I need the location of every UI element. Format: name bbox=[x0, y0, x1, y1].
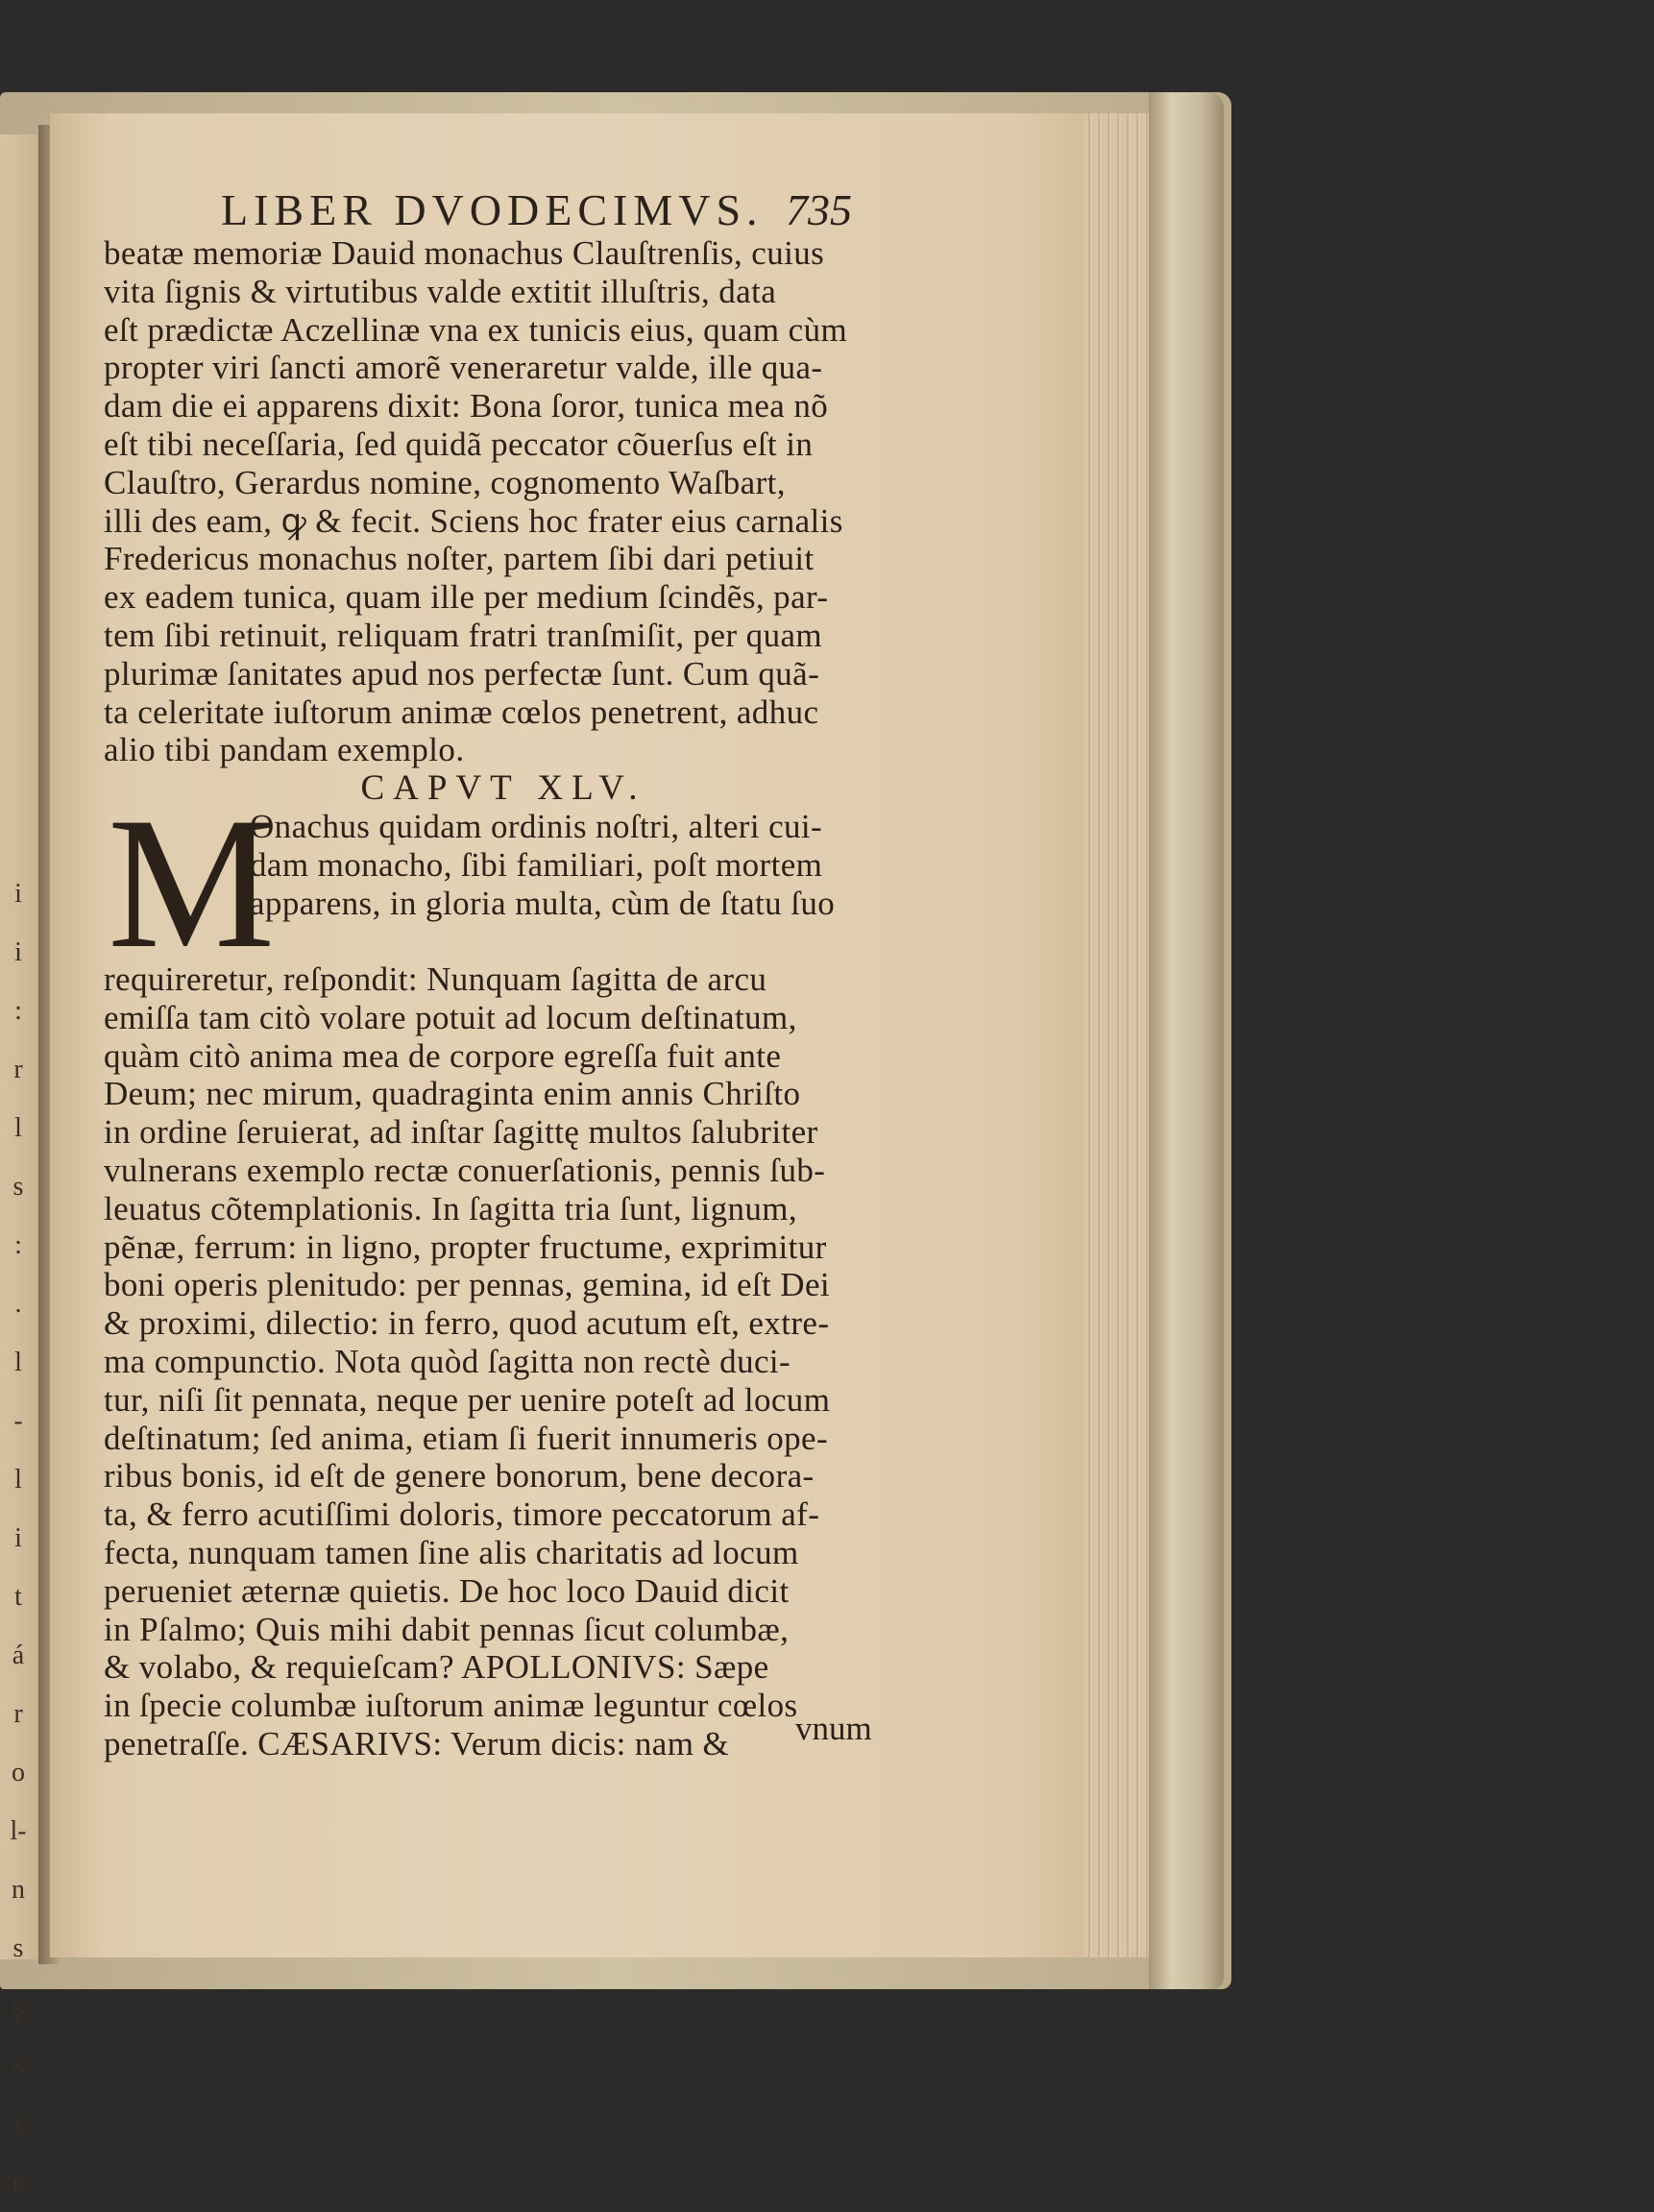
text-line: ta celeritate iuſtorum animæ cœlos penetrent, adhuc bbox=[104, 693, 819, 731]
text-line: beatæ memoriæ Dauid monachus Clauſtrenſis, cuius bbox=[104, 234, 825, 272]
text-line: in ſpecie columbæ iuſtorum animæ leguntur cœlos bbox=[104, 1687, 798, 1725]
text-line: ribus bonis, id eſt de genere bonorum, bene decora- bbox=[104, 1457, 815, 1495]
text-line: ma compunctio. Nota quòd ſagitta non rectè duci- bbox=[104, 1342, 791, 1380]
text-line: & proximi, dilectio: in ferro, quod acutum eſt, extre- bbox=[104, 1304, 830, 1343]
text-line: Onachus quidam ordinis noſtri, alteri cui- bbox=[250, 807, 823, 845]
text-line: leuatus cõtemplationis. In ſagitta tria ſunt, lignum, bbox=[104, 1189, 798, 1228]
text-block bbox=[104, 234, 903, 1763]
left-page-fragment: i bbox=[14, 937, 22, 967]
left-page-fragment: l bbox=[14, 1465, 22, 1495]
catchword: vnum bbox=[795, 1710, 872, 1747]
left-page-fragment: t bbox=[14, 1582, 22, 1612]
left-page-fragment: t bbox=[14, 2109, 22, 2139]
running-head: LIBER DVODECIMVS. bbox=[221, 185, 764, 234]
chapter-heading: CAPVT XLV. bbox=[360, 768, 646, 809]
text-line: penetraſſe. CÆSARIVS: Verum dicis: nam & bbox=[104, 1724, 730, 1762]
left-page-fragment: i bbox=[14, 1523, 22, 1553]
cover-fore-edge bbox=[1149, 92, 1224, 1989]
text-line: illi des eam, ꝙ & fecit. Sciens hoc frater eius carnalis bbox=[104, 501, 843, 540]
drop-cap-lines bbox=[250, 808, 903, 922]
left-page-fragment: o bbox=[12, 1758, 25, 1787]
left-page-fragment: s bbox=[12, 1172, 24, 1202]
left-page-fragment: n bbox=[12, 1875, 25, 1905]
text-line: fecta, nunquam tamen ſine alis charitatis ad locum bbox=[104, 1533, 799, 1571]
text-line: eſt prædictæ Aczellinæ vna ex tunicis eius, quam cùm bbox=[104, 310, 848, 349]
text-line: in ordine ſeruierat, ad inſtar ſagittę multos ſalubriter bbox=[104, 1113, 818, 1152]
left-page-fragment: : bbox=[14, 1230, 22, 1260]
text-line: eſt tibi neceſſaria, ſed quidã peccator cõuerſus eſt in bbox=[104, 425, 814, 463]
text-line: propter viri ſancti amorẽ veneraretur valde, ille qua- bbox=[104, 349, 823, 387]
text-line: Clauſtro, Gerardus nomine, cognomento Waſbart, bbox=[104, 463, 786, 501]
text-line: dam die ei apparens dixit: Bona ſoror, tunica mea nõ bbox=[104, 387, 829, 425]
left-page-fragment: l bbox=[14, 1348, 22, 1377]
left-page-fragment: s bbox=[12, 1933, 24, 1963]
text-line: quàm citò anima mea de corpore egreſſa fuit ante bbox=[104, 1036, 782, 1075]
text-line: apparens, in gloria multa, cùm de ſtatu ſuo bbox=[250, 884, 836, 922]
left-page-fragment: i bbox=[14, 879, 22, 909]
left-page-fragment: r bbox=[13, 1699, 23, 1729]
text-line: vulnerans exemplo rectæ conuerſationis, pennis ſub- bbox=[104, 1151, 826, 1189]
text-line: Deum; nec mirum, quadraginta enim annis Chriſto bbox=[104, 1075, 801, 1113]
text-line: tur, niſi ſit pennata, neque per uenire poteſt ad locum bbox=[104, 1380, 831, 1419]
left-page-fragment-list bbox=[4, 864, 33, 2212]
text-line: & volabo, & requieſcam? APOLLONIVS: Sæpe bbox=[104, 1648, 769, 1687]
text-line: ex eadem tunica, quam ille per medium ſcindẽs, par- bbox=[104, 578, 829, 617]
left-page-fragment: : bbox=[14, 996, 22, 1026]
text-line: plurimæ ſanitates apud nos perfectæ ſunt. Cum quã- bbox=[104, 654, 820, 693]
text-line: pẽnæ, ferrum: in ligno, propter fructume, exprimitur bbox=[104, 1228, 827, 1266]
text-line: dam monacho, ſibi familiari, poſt mortem bbox=[250, 845, 823, 884]
text-line: emiſſa tam citò volare potuit ad locum deſtinatum, bbox=[104, 998, 797, 1036]
left-page-fragment: - bbox=[13, 1406, 23, 1436]
left-page-fragment: . bbox=[14, 1289, 22, 1319]
left-page-fragment: l- bbox=[10, 1816, 27, 1846]
text-line: tem ſibi retinuit, reliquam fratri tranſmiſit, per quam bbox=[104, 616, 823, 654]
text-line: alio tibi pandam exemplo. bbox=[104, 731, 465, 769]
text-line: vita ſignis & virtutibus valde extitit illuſtris, data bbox=[104, 272, 777, 310]
text-line: deſtinatum; ſed anima, etiam ſi fuerit innumeris ope- bbox=[104, 1419, 829, 1457]
text-line: ta, & ferro acutiſſimi doloris, timore peccatorum af- bbox=[104, 1495, 820, 1534]
drop-cap: M bbox=[108, 778, 276, 987]
text-line: perueniet æternæ quietis. De hoc loco Dauid dicit bbox=[104, 1571, 790, 1610]
page-number: 735 bbox=[786, 185, 852, 234]
left-page-fragment: ş bbox=[12, 1992, 24, 2022]
page-edges bbox=[1083, 113, 1153, 1957]
text-line: requireretur, reſpondit: Nunquam ſagitta de arcu bbox=[104, 960, 767, 998]
text-line: in Pſalmo; Quis mihi dabit pennas ſicut columbæ, bbox=[104, 1610, 790, 1648]
left-page-fragment: á bbox=[12, 1641, 25, 1670]
text-line: Fredericus monachus noſter, partem ſibi dari petiuit bbox=[104, 540, 815, 578]
left-page-fragment: e bbox=[12, 2168, 25, 2198]
left-page-fragment: r bbox=[13, 1055, 23, 1084]
text-line: boni operis plenitudo: per pennas, gemina, id eſt Dei bbox=[104, 1266, 831, 1304]
left-page-fragment: s bbox=[12, 2051, 24, 2080]
left-page-fragment: l bbox=[14, 1113, 22, 1143]
